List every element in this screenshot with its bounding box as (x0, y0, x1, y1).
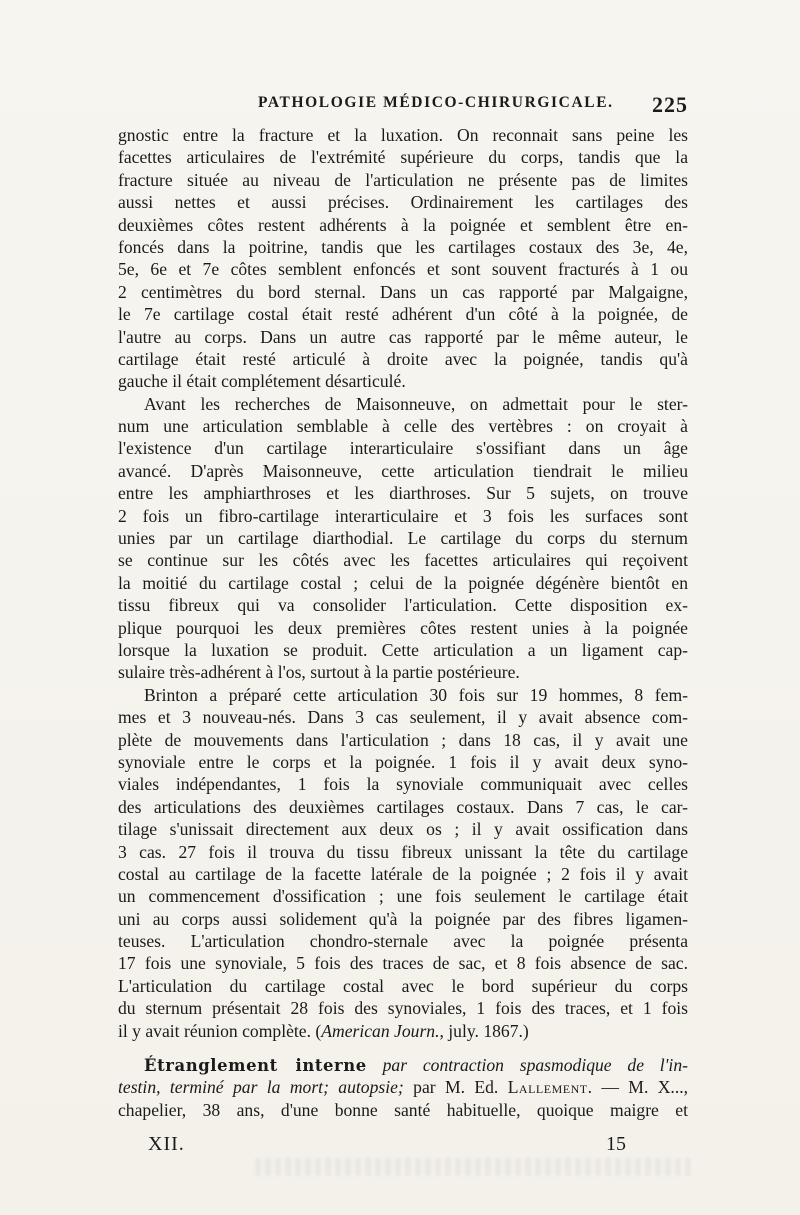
text-line: cartilage était resté articulé à droite avec la poignée, tandis qu'à (118, 348, 688, 369)
text-line: avancé. D'après Maisonneuve, cette articulation tiendrait le milieu (118, 460, 688, 481)
article-line: chapelier, 38 ans, d'une bonne santé habituelle, quoique maigre et (118, 1099, 688, 1120)
text-line: num une articulation semblable à celle des vertèbres : on croyait à (118, 416, 688, 437)
paragraph-start: Brinton a préparé cette articulation 30 fois sur 19 hommes, 8 fem- (144, 684, 688, 705)
citation-rest: , july. 1867.) (439, 1020, 529, 1041)
article-case: . — M. X..., (587, 1077, 689, 1098)
text-line: teuses. L'articulation chondro-sternale avec la poignée présenta (118, 931, 688, 952)
text-line: 2 fois un fibro-cartilage interarticulaire et 3 fois les surfaces sont (118, 505, 688, 526)
text-line: 3 cas. 27 fois il trouva du tissu fibreux unissant la tête du cartilage (118, 841, 688, 862)
text-line: des articulations des deuxièmes cartilages costaux. Dans 7 cas, le car- (118, 796, 688, 817)
article-heading: Étranglement interne (144, 1056, 367, 1076)
article-line (118, 1076, 688, 1098)
text-line: plète de mouvements dans l'articulation ; dans 18 cas, il y avait une (118, 729, 688, 750)
text-line: lorsque la luxation se produit. Cette articulation a un ligament cap- (118, 639, 688, 660)
article-subtitle: par contraction spasmodique de l'in- (366, 1055, 688, 1076)
text-line: synoviale entre le corps et la poignée. 1 fois il y avait deux syno- (118, 751, 688, 772)
article-subtitle-cont: testin, terminé par la mort; autopsie; (118, 1077, 404, 1098)
text-line: la moitié du cartilage costal ; celui de la poignée dégénère bientôt en (118, 572, 688, 593)
page-header (118, 92, 688, 120)
text-line: sulaire très-adhérent à l'os, surtout à la partie postérieure. (118, 662, 520, 683)
text-line: 2 centimètres du bord sternal. Dans un cas rapporté par Malgaigne, (118, 281, 688, 302)
text-line: costal au cartilage de la facette latérale de la poignée ; 2 fois il y avait (118, 863, 688, 884)
body-text (118, 124, 688, 1121)
text-line: tilage s'unissait directement aux deux os ; il y avait ossification dans (118, 819, 688, 840)
text-line: il y avait réunion complète. ( (118, 1020, 322, 1041)
signature-mark: XII. (148, 1133, 185, 1155)
text-line: uni au corps aussi solidement qu'à la poignée par des fibres ligamen- (118, 908, 688, 929)
article-by: par M. Ed. (403, 1077, 508, 1098)
running-title: PATHOLOGIE MÉDICO-CHIRURGICALE. (258, 94, 614, 111)
text-line: deuxièmes côtes restent adhérents à la poignée et semblent être en- (118, 214, 688, 235)
text-line: fracture située au niveau de l'articulation ne présente pas de limites (118, 169, 688, 190)
text-line: l'autre au corps. Dans un autre cas rapporté par le même auteur, le (118, 326, 688, 347)
text-line: facettes articulaires de l'extrémité supérieure du corps, tandis que la (118, 147, 688, 168)
paragraph-start: Avant les recherches de Maisonneuve, on admettait pour le ster- (144, 393, 688, 414)
text-line: 17 fois une synoviale, 5 fois des traces de sac, et 8 fois absence de sac. (118, 953, 688, 974)
text-line: unies par un cartilage diarthodial. Le cartilage du corps du sternum (118, 528, 688, 549)
text-line: foncés dans la poitrine, tandis que les cartilages costaux des 3e, 4e, (118, 236, 688, 257)
citation-journal: American Journ. (321, 1020, 440, 1041)
page-footer (148, 1133, 626, 1163)
page-number: 225 (652, 92, 688, 117)
text-line: se continue sur les côtés avec les facettes articulaires qui reçoivent (118, 550, 688, 571)
text-line: 5e, 6e et 7e côtes semblent enfoncés et sont souvent fracturés à 1 ou (118, 259, 688, 280)
text-line: plique pourquoi les deux premières côtes restent unies à la poignée (118, 617, 688, 638)
text-line: tissu fibreux qui va consolider l'articulation. Cette disposition ex- (118, 595, 688, 616)
text-line: mes et 3 nouveau-nés. Dans 3 cas seulement, il y avait absence com- (118, 707, 688, 728)
text-line: L'articulation du cartilage costal avec le bord supérieur du corps (118, 975, 688, 996)
text-line: viales indépendantes, 1 fois la synoviale communiquait avec celles (118, 774, 688, 795)
citation-line (118, 1020, 688, 1042)
text-line: un commencement d'ossification ; une fois seulement le cartilage était (118, 886, 688, 907)
article-heading-line (118, 1054, 688, 1076)
text-line: l'existence d'un cartilage interarticulaire s'ossifiant dans un âge (118, 438, 688, 459)
sheet-number: 15 (606, 1133, 626, 1155)
text-line: du sternum présentait 28 fois des synoviales, 1 fois des traces, et 1 fois (118, 998, 688, 1019)
text-line: entre les amphiarthroses et les diarthroses. Sur 5 sujets, on trouve (118, 483, 688, 504)
text-line: gnostic entre la fracture et la luxation. On reconnait sans peine les (118, 125, 688, 145)
text-line: aussi nettes et aussi précises. Ordinairement les cartilages des (118, 192, 688, 213)
text-line: gauche il était complétement désarticulé. (118, 371, 406, 392)
article-author: Lallement (507, 1077, 588, 1098)
section-gap (118, 1042, 688, 1054)
text-line: le 7e cartilage costal était resté adhérent d'un côté à la poignée, de (118, 304, 688, 325)
